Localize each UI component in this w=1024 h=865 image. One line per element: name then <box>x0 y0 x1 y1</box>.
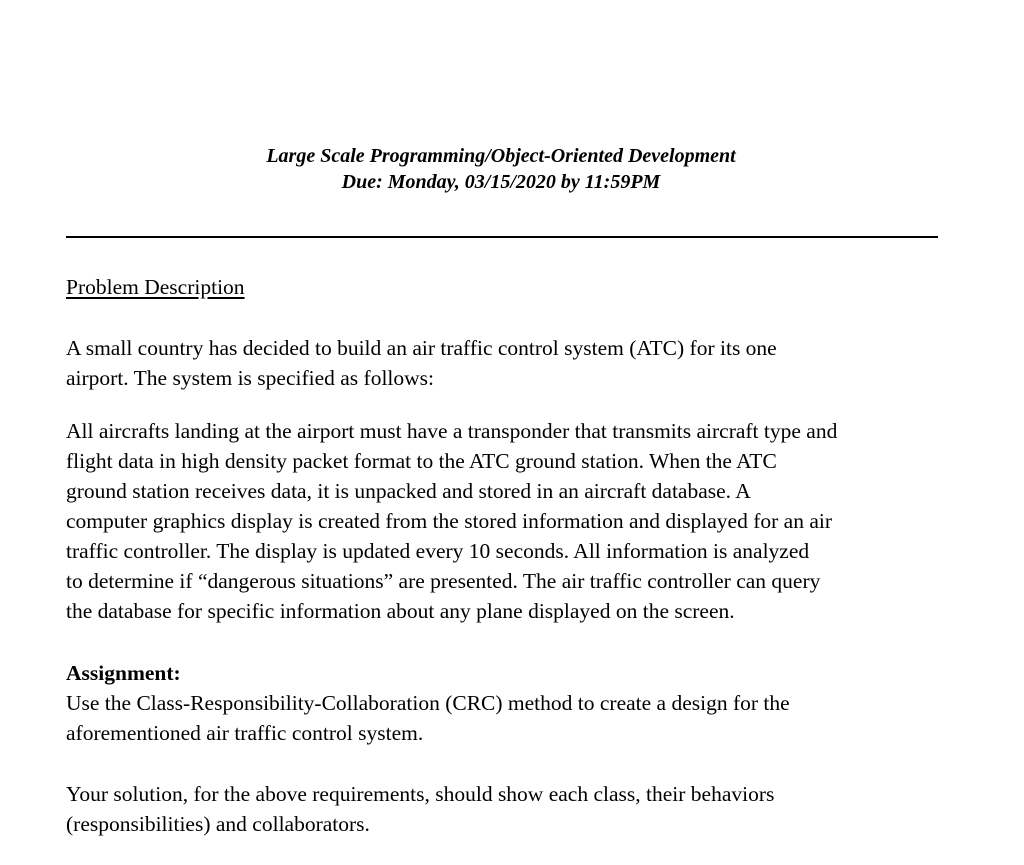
problem-description-heading: Problem Description <box>66 275 245 299</box>
paragraph-line: (responsibilities) and collaborators. <box>66 812 370 836</box>
assignment-task-paragraph <box>66 688 946 748</box>
paragraph-line: ground station receives data, it is unpacked and stored in an aircraft database. A <box>66 479 751 503</box>
horizontal-divider <box>66 236 938 238</box>
course-title: Large Scale Programming/Object-Oriented Development <box>266 145 736 167</box>
paragraph-line: aforementioned air traffic control system. <box>66 721 424 745</box>
due-date: Due: Monday, 03/15/2020 by 11:59PM <box>341 171 661 193</box>
problem-intro-paragraph <box>66 333 946 393</box>
paragraph-line: traffic controller. The display is updated every 10 seconds. All information is analyzed <box>66 539 810 563</box>
paragraph-line: airport. The system is specified as follows: <box>66 366 435 390</box>
paragraph-line: Use the Class-Responsibility-Collaboration (CRC) method to create a design for the <box>66 691 790 715</box>
paragraph-line: Your solution, for the above requirements, should show each class, their behaviors <box>66 782 775 806</box>
paragraph-line: All aircrafts landing at the airport must have a transponder that transmits aircraft type and <box>66 419 838 443</box>
solution-requirements-paragraph <box>66 779 946 839</box>
document-header <box>0 143 1002 195</box>
paragraph-line: A small country has decided to build an air traffic control system (ATC) for its one <box>66 336 777 360</box>
assignment-heading: Assignment: <box>66 661 181 685</box>
paragraph-line: the database for specific information about any plane displayed on the screen. <box>66 599 735 623</box>
paragraph-line: to determine if “dangerous situations” are presented. The air traffic controller can query <box>66 569 821 593</box>
paragraph-line: computer graphics display is created from the stored information and displayed for an air <box>66 509 832 533</box>
paragraph-line: flight data in high density packet format to the ATC ground station. When the ATC <box>66 449 777 473</box>
system-specification-paragraph <box>66 416 946 626</box>
